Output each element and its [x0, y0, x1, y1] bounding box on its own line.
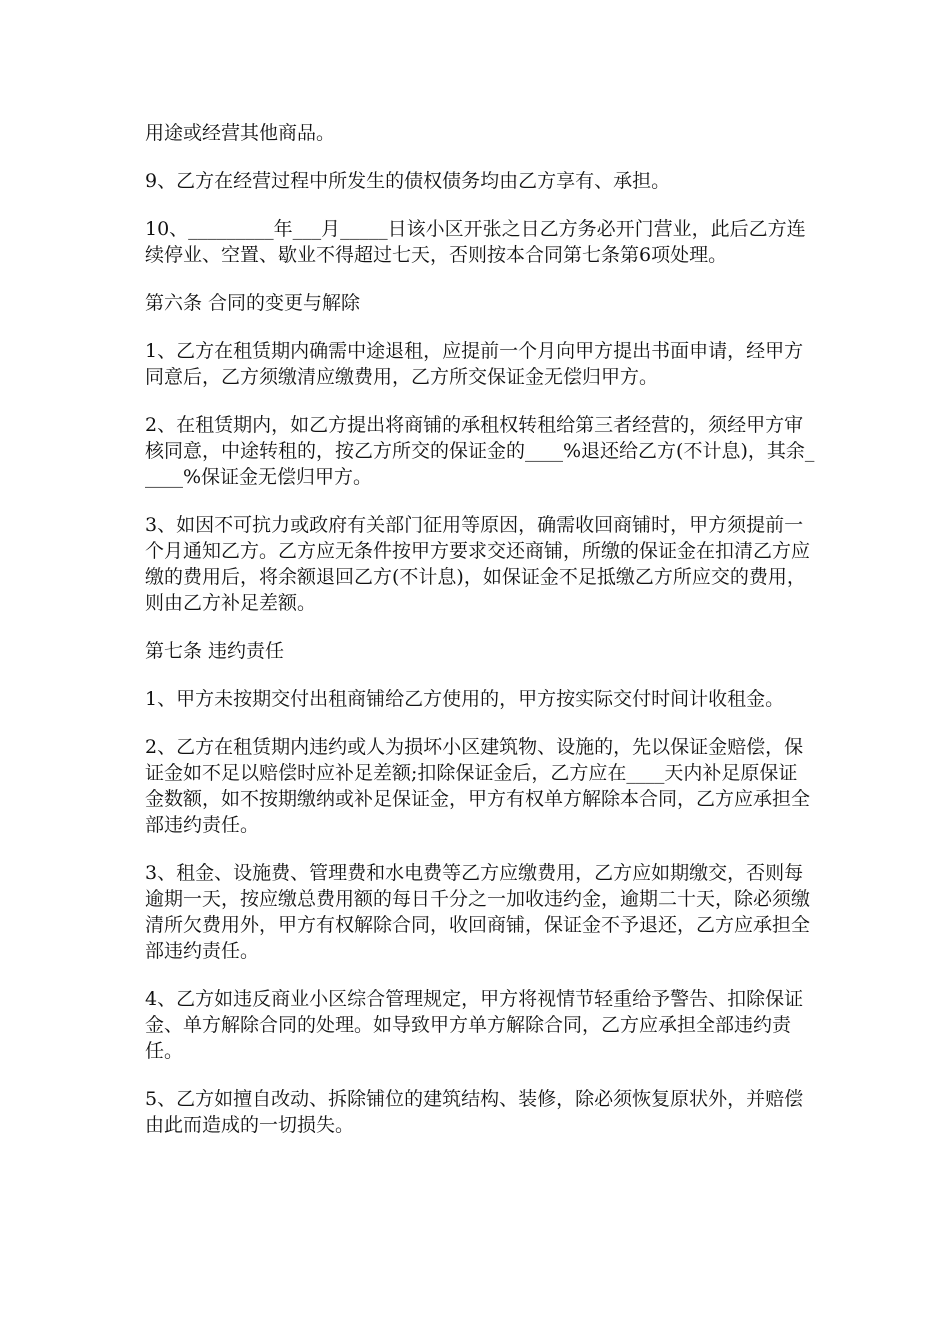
article-7-heading: 第七条 违约责任 [145, 640, 285, 662]
clause-7-1: 1、甲方未按期交付出租商铺给乙方使用的，甲方按实际交付时间计收租金。 [145, 688, 785, 710]
clause-7-2: 2、乙方在租赁期内违约或人为损坏小区建筑物、设施的，先以保证金赔偿，保证金如不足以赔偿时应补足差额;扣除保证金后，乙方应在____天内补足原保证金数额，如不按期缴纳或补足保证金，甲方有权单方解除本合同，乙方应承担全部违约责任。 [145, 736, 811, 836]
clause-7-4: 4、乙方如违反商业小区综合管理规定，甲方将视情节轻重给予警告、扣除保证金、单方解除合同的处理。如导致甲方单方解除合同，乙方应承担全部违约责任。 [145, 988, 804, 1062]
clause-6-1: 1、乙方在租赁期内确需中途退租，应提前一个月向甲方提出书面申请，经甲方同意后，乙方须缴清应缴费用，乙方所交保证金无偿归甲方。 [145, 340, 804, 388]
clause-6-3: 3、如因不可抗力或政府有关部门征用等原因，确需收回商铺时，甲方须提前一个月通知乙方。乙方应无条件按甲方要求交还商铺，所缴的保证金在扣清乙方应缴的费用后，将余额退回乙方(不计息)，如保证金不足抵缴乙方所应交的费用，则由乙方补足差额。 [145, 514, 811, 614]
article-6-heading: 第六条 合同的变更与解除 [145, 292, 361, 314]
clause-7-5: 5、乙方如擅自改动、拆除铺位的建筑结构、装修，除必须恢复原状外，并赔偿由此而造成的一切损失。 [145, 1088, 804, 1136]
clause-6-2: 2、在租赁期内，如乙方提出将商铺的承租权转租给第三者经营的，须经甲方审核同意，中途转租的，按乙方所交的保证金的____%退还给乙方(不计息)，其余_____%保证金无偿归甲方。 [145, 414, 815, 488]
paragraph-continuation: 用途或经营其他商品。 [145, 122, 336, 144]
document-page [145, 120, 815, 1160]
clause-7-3: 3、租金、设施费、管理费和水电费等乙方应缴费用，乙方应如期缴交，否则每逾期一天，按应缴总费用额的每日千分之一加收违约金，逾期二十天，除必须缴清所欠费用外，甲方有权解除合同，收回商铺，保证金不予退还，乙方应承担全部违约责任。 [145, 862, 811, 962]
clause-5-9: 9、乙方在经营过程中所发生的债权债务均由乙方享有、承担。 [145, 170, 671, 192]
clause-5-10: 10、_________年___月_____日该小区开张之日乙方务必开门营业，此后乙方连续停业、空置、歇业不得超过七天，否则按本合同第七条第6项处理。 [145, 218, 806, 266]
